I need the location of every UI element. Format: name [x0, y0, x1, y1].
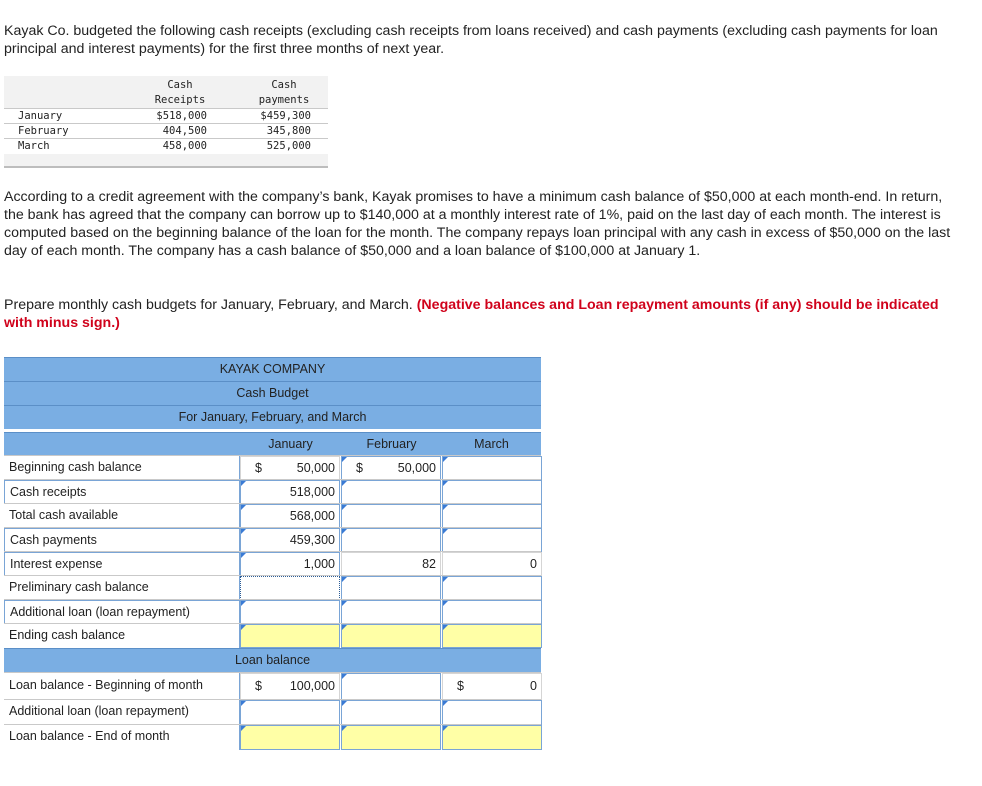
row-label-input[interactable]: Cash payments [4, 528, 240, 552]
loan-beginning-march: $ 0 [442, 673, 542, 700]
loan-balance-header: Loan balance [4, 648, 541, 672]
loan-end-march-input[interactable] [442, 725, 542, 750]
row-label: Loan balance - Beginning of month [4, 673, 240, 700]
total-available-february-input[interactable] [341, 504, 441, 528]
company-name: KAYAK COMPANY [4, 357, 541, 381]
table-row [4, 699, 541, 725]
given-data-table [4, 76, 328, 168]
ending-cash-january-input[interactable] [240, 624, 340, 648]
loan-additional-february-input[interactable] [341, 700, 441, 725]
row-label: Ending cash balance [4, 624, 240, 648]
loan-additional-january-input[interactable] [240, 700, 340, 725]
ending-cash-march-input[interactable] [442, 624, 542, 648]
loan-beginning-february-input[interactable] [341, 673, 441, 700]
additional-loan-february-input[interactable] [341, 600, 441, 624]
loan-end-january-input[interactable] [240, 725, 340, 750]
total-available-january-input[interactable]: 568,000 [240, 504, 340, 528]
preliminary-march-input[interactable] [442, 576, 542, 600]
budget-period: For January, February, and March [4, 405, 541, 429]
cash-receipts-february-input[interactable] [341, 480, 441, 504]
cash-payments-february-input[interactable] [341, 528, 441, 552]
loan-beginning-january: $ 100,000 [240, 673, 340, 700]
preliminary-february-input[interactable] [341, 576, 441, 600]
beginning-cash-february-input[interactable]: $ 50,000 [341, 456, 441, 480]
table-row [4, 623, 541, 648]
interest-january-input[interactable]: 1,000 [240, 552, 340, 576]
ending-cash-february-input[interactable] [341, 624, 441, 648]
table-row [4, 455, 541, 480]
interest-february: 82 [341, 552, 441, 576]
table-row [4, 551, 541, 576]
row-label-input[interactable]: Cash receipts [4, 480, 240, 504]
given-row: January $518,000 $459,300 [4, 108, 328, 124]
row-label: Preliminary cash balance [4, 576, 240, 600]
instruction-text: Prepare monthly cash budgets for January, February, and March. (Negative balances and Loan repayment amounts (if any) should be indicated with minus sign.) [4, 297, 939, 331]
table-row [4, 724, 541, 750]
table-row [4, 575, 541, 600]
loan-end-february-input[interactable] [341, 725, 441, 750]
payments-header: Cash payments [258, 79, 310, 106]
cash-receipts-january-input[interactable]: 518,000 [240, 480, 340, 504]
given-row: March 458,000 525,000 [4, 138, 328, 154]
beginning-cash-march-input[interactable] [442, 456, 542, 480]
instruction-note: (Negative balances and Loan repayment amounts (if any) should be indicated with minus sign.) [4, 297, 939, 331]
row-label: Total cash available [4, 504, 240, 528]
loan-additional-march-input[interactable] [442, 700, 542, 725]
agreement-text: According to a credit agreement with the company’s bank, Kayak promises to have a minimum cash balance of $50,000 at each month-end. In return, the bank has agreed that the company can borrow up to $140,000 at a monthly interest rate of 1%, paid on the last day of each month. The interest is computed based on the beginning balance of the loan for the month. The company repays loan principal with any cash in excess of $50,000 on the last day of each month. The company has a cash balance of $50,000 and a loan balance of $100,000 at January 1. [4, 189, 951, 259]
row-label: Loan balance - End of month [4, 725, 240, 750]
table-row [4, 599, 541, 624]
cash-receipts-march-input[interactable] [442, 480, 542, 504]
table-row [4, 527, 541, 552]
receipts-header: Cash Receipts [154, 79, 206, 106]
row-label-input[interactable]: Interest expense [4, 552, 240, 576]
beginning-cash-january: $ 50,000 [240, 456, 340, 480]
total-available-march-input[interactable] [442, 504, 542, 528]
row-label: Beginning cash balance [4, 456, 240, 480]
cash-payments-january-input[interactable]: 459,300 [240, 528, 340, 552]
additional-loan-march-input[interactable] [442, 600, 542, 624]
budget-title: Cash Budget [4, 381, 541, 405]
table-row [4, 672, 541, 700]
row-label-input[interactable]: Additional loan (loan repayment) [4, 600, 240, 624]
march-header: March [474, 437, 509, 451]
january-header: January [268, 437, 313, 451]
intro-text: Kayak Co. budgeted the following cash receipts (excluding cash receipts from loans received) and cash payments (excluding cash payments for loan principal and interest payments) for the first three months of next year. [4, 23, 938, 57]
cash-payments-march-input[interactable] [442, 528, 542, 552]
month-header-row [4, 432, 541, 456]
table-row [4, 479, 541, 504]
table-row [4, 503, 541, 528]
additional-loan-january-input[interactable] [240, 600, 340, 624]
interest-march: 0 [442, 552, 542, 576]
row-label: Additional loan (loan repayment) [4, 700, 240, 725]
given-row: February 404,500 345,800 [4, 123, 328, 139]
preliminary-january-input[interactable] [240, 576, 340, 600]
february-header: February [366, 437, 417, 451]
